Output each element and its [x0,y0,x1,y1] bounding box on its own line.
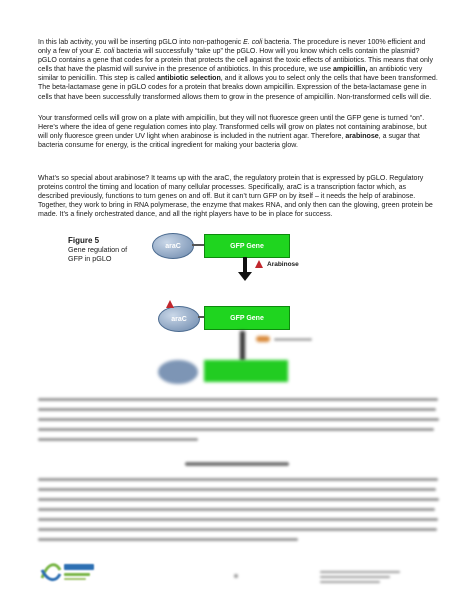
text-run: bacteria. The procedure is never 100% efficient and only a few of your [38,39,426,56]
blurred-arrow [240,331,245,361]
italic-ecoli: E. coli [243,39,263,46]
blurred-section-title [185,462,289,466]
blurred-line [38,498,439,501]
blurred-footer-text [320,581,380,583]
down-arrow-shaft [243,257,247,273]
italic-ecoli: E. coli [95,48,115,56]
down-arrow-icon [238,272,252,281]
blurred-rna-polymerase-icon [256,336,270,342]
arabinose-label: Arabinose [267,261,299,268]
figure-caption [68,236,138,263]
blurred-line [38,478,438,481]
text-run: , and it allows you to select only the cells that have been transformed. The beta-lactamase gene in pGLO codes for a protein that breaks down ampicillin. Expression of the beta-lactamase gene in cells that have been successfully transformed allows them to grow in the presence of ampicillin. Non-transformed cells will die. [38,75,438,101]
blurred-footer-text [320,571,400,573]
blurred-footer-text [320,576,390,578]
blurred-line [38,408,436,411]
text-run: In this lab activity, you will be inserting pGLO into non-pathogenic [38,39,244,46]
figure-caption-text: Gene regulation of GFP in pGLO [68,245,128,263]
blurred-line [38,418,439,421]
blurred-line [38,538,298,541]
bold-arabinose: arabinose [345,133,379,141]
blurred-page-number [234,574,238,578]
blurred-line [38,428,434,431]
blurred-gfp-gene-box [204,360,288,382]
text-run: What’s so special about arabinose? It teams up with the araC, the regulatory protein that is expressed by pGLO. Regulatory proteins control the timing and location of many cellular processes. Specifically, araC is a transcription factor which, as described previously, functions to turn genes on and off. But it can’t turn GFP on by itself – it needs the help of arabinose. Together, they work to bring in RNA polymerase, the enzyme that makes RNA, and only then can the glowing, green protein be made. It’s a finely orchestrated dance, and all the right players have to be in place for success. [38,175,433,219]
bold-antibiotic-selection: antibiotic selection [156,75,221,83]
arac-label: araC [171,315,187,323]
figure-title: Figure 5 [68,236,100,245]
blurred-line [38,398,438,401]
transformed-cells-paragraph [38,114,438,150]
gfp-gene-box [204,306,290,330]
arabinose-triangle-icon [255,260,263,268]
blurred-arac-ellipse [158,360,198,384]
text-run: bacteria will successfully “take up” the pGLO. How will you know which cells contain the plasmid? pGLO contains a gene that codes for a protein that protects the cell against the toxic effects of antibiotics. This means that only cells that have the plasmid will survive in the presence of antibiotics. In this procedure, we use [38,48,433,74]
intro-paragraph [38,38,438,102]
blurred-line [38,438,198,441]
text-run: Your transformed cells will grow on a plate with ampicillin, but they will not fluoresce green until the GFP gene is turned “on”. Here’s where the idea of gene regulation comes into play. Transformed cells will grow on plates not containing arabinose, but will only fluoresce green under UV light when arabinose is included in the nutrient agar. Therefore, [38,115,427,141]
blurred-label [274,338,312,341]
gfp-gene-box [204,234,290,258]
arabinose-paragraph [38,174,438,219]
arac-label: araC [165,242,181,250]
organization-logo-icon [38,556,98,586]
blurred-line [38,488,436,491]
arabinose-triangle-icon [166,300,174,308]
blurred-line [38,528,437,531]
arac-protein [152,233,194,259]
blurred-section-heading [0,452,474,461]
gfp-gene-label: GFP Gene [230,314,264,322]
arac-protein-bound [158,306,200,332]
blurred-line [38,508,435,511]
blurred-line [38,518,438,521]
text-run: an antibiotic very similar to penicillin. This step is called [38,66,423,83]
gfp-gene-label: GFP Gene [230,242,264,250]
bold-ampicillin: ampicillin, [332,66,368,74]
text-run: , a sugar that bacteria consume for energy, is the critical ingredient for making your bacteria glow. [38,133,420,150]
dna-connector [192,244,204,246]
